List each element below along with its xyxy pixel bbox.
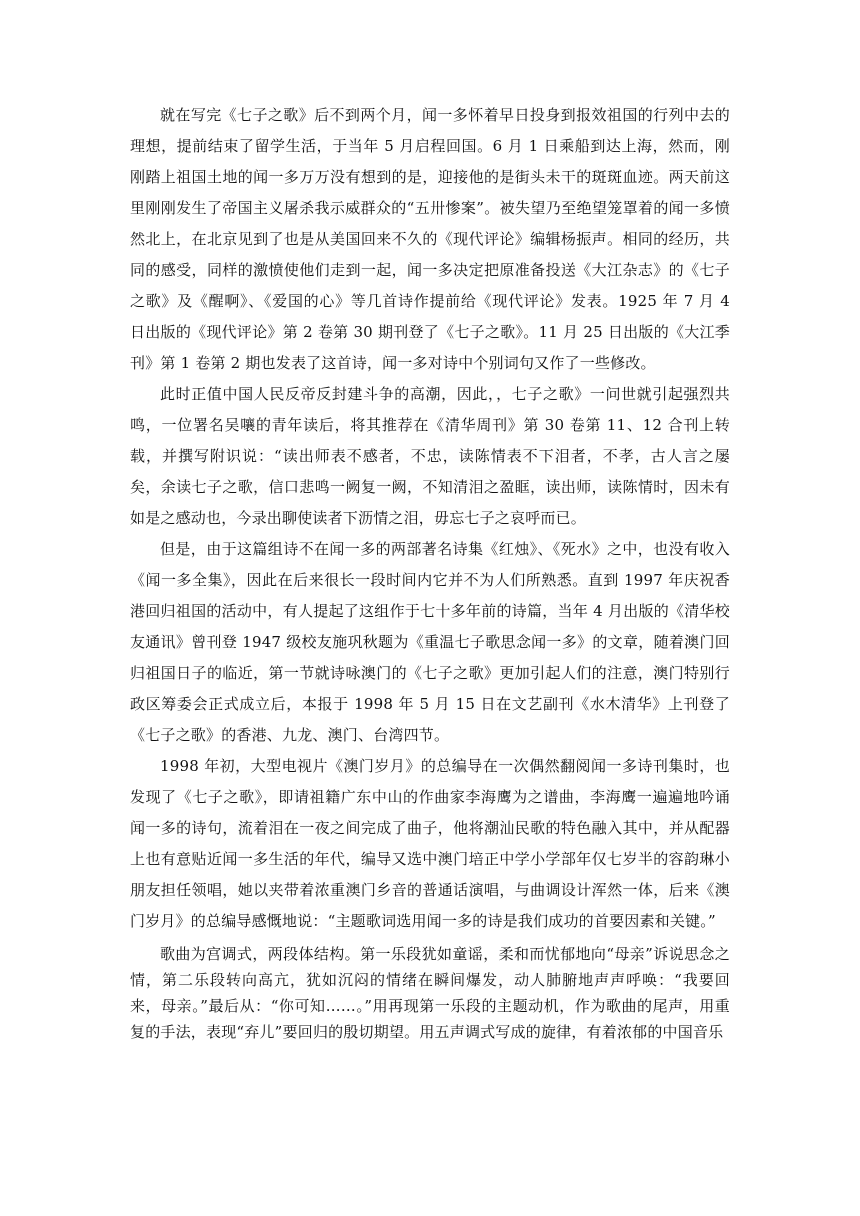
paragraph-1: 就在写完《七子之歌》后不到两个月，闻一多怀着早日投身到报效祖国的行列中去的理想，提前结束了留学生活，于当年 5 月启程回国。6 月 1 日乘船到达上海，然而，刚刚踏上祖国土地的闻一多万万没有想到的是，迎接他的是街头未干的斑斑血迹。两天前这里刚刚发生了帝国主义屠杀我示威群众的“五卅惨案”。被失望乃至绝望笼罩着的闻一多愤然北上，在北京见到了也是从美国回来不久的《现代评论》编辑杨振声。相同的经历，共同的感受，同样的激愤使他们走到一起，闻一多决定把原准备投送《大江杂志》的《七子之歌》及《醒啊》、《爱国的心》等几首诗作提前给《现代评论》发表。1925 年 7 月 4 日出版的《现代评论》第 2 卷第 30 期刊登了《七子之歌》。11 月 25 日出版的《大江季刊》第 1 卷第 2 期也发表了这首诗，闻一多对诗中个别词句又作了一些修改。 — [130, 106, 730, 372]
paragraph-5: 歌曲为宫调式，两段体结构。第一乐段犹如童谣，柔和而忧郁地向“母亲”诉说思念之情，第二乐段转向高亢，犹如沉闷的情绪在瞬间爆发，动人肺腑地声声呼唤：“我要回来，母亲。”最后从：“你可知……。”用再现第一乐段的主题动机，作为歌曲的尾声，用重复的手法，表现“弃儿”要回归的殷切期望。用五声调式写成的旋律，有着浓郁的中国音乐 — [130, 945, 730, 1041]
document-page — [130, 100, 730, 1045]
paragraph-3: 但是，由于这篇组诗不在闻一多的两部著名诗集《红烛》、《死水》之中，也没有收入《闻一多全集》，因此在后来很长一段时间内它并不为人们所熟悉。直到 1997 年庆祝香港回归祖国的活动中，有人提起了这组作于七十多年前的诗篇，当年 4 月出版的《清华校友通讯》曾刊登 1947 级校友施巩秋题为《重温七子歌思念闻一多》的文章，随着澳门回归祖国日子的临近，第一节就诗咏澳门的《七子之歌》更加引起人们的注意，澳门特别行政区筹委会正式成立后，本报于 1998 年 5 月 15 日在文艺副刊《水木清华》上刊登了《七子之歌》的香港、九龙、澳门、台湾四节。 — [130, 540, 730, 744]
paragraph-4: 1998 年初，大型电视片《澳门岁月》的总编导在一次偶然翻阅闻一多诗刊集时，也发现了《七子之歌》，即请祖籍广东中山的作曲家李海鹰为之谱曲，李海鹰一遍遍地吟诵闻一多的诗句，流着泪在一夜之间完成了曲子，他将潮汕民歌的特色融入其中，并从配器上也有意贴近闻一多生活的年代，编导又选中澳门培正中学小学部年仅七岁半的容韵琳小朋友担任领唱，她以夹带着浓重澳门乡音的普通话演唱，与曲调设计浑然一体，后来《澳门岁月》的总编导感慨地说：“主题歌词选用闻一多的诗是我们成功的首要因素和关键。” — [130, 757, 730, 930]
paragraph-2: 此时正值中国人民反帝反封建斗争的高潮，因此，，七子之歌》一问世就引起强烈共鸣，一位署名吴嚷的青年读后，将其推荐在《清华周刊》第 30 卷第 11、12 合刊上转载，并撰写附识说：“读出师表不感者，不忠，读陈情表不下泪者，不孝，古人言之屡矣，余读七子之歌，信口悲鸣一阙复一阙，不知清泪之盈眶，读出师，读陈情时，因未有如是之感动也，今录出聊使读者下沥情之泪，毋忘七子之哀呼而已。 — [130, 385, 730, 527]
